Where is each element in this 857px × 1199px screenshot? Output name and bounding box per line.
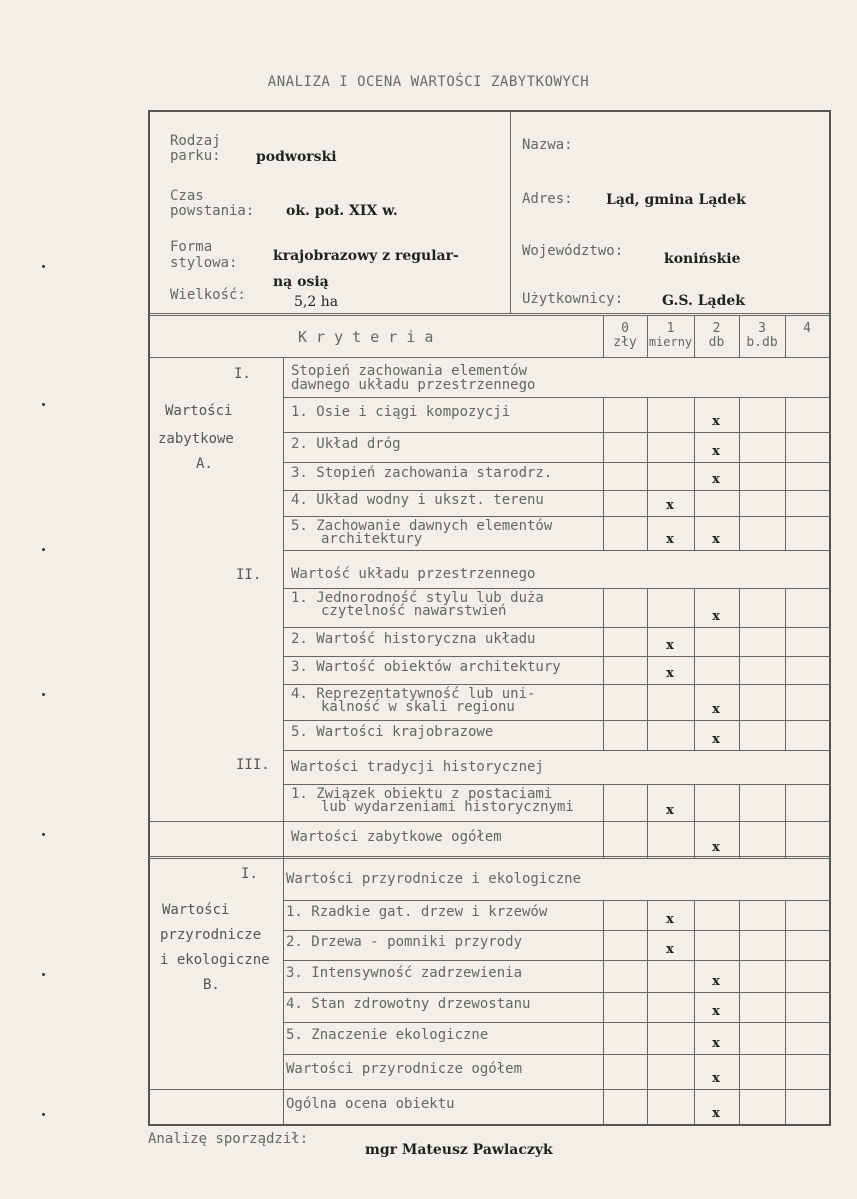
score-mark: x (712, 1106, 720, 1121)
grid-line (148, 1089, 283, 1090)
grid-line (283, 930, 831, 931)
page-title: ANALIZA I OCENA WARTOŚCI ZABYTKOWYCH (267, 74, 590, 90)
grid-line (647, 784, 648, 858)
adres-label: Adres: (522, 191, 573, 207)
score-mark: x (666, 803, 674, 818)
grid-line (283, 720, 831, 721)
czas-value: ok. poł. XIX w. (286, 203, 398, 219)
score-mark: x (712, 1071, 720, 1086)
criterion-text: 1. Jednorodność stylu lub duża (291, 590, 544, 606)
score-mark: x (712, 702, 720, 717)
grid-line (283, 784, 831, 785)
grid-line (647, 315, 648, 357)
criterion-text: Ogólna ocena obiektu (286, 1096, 455, 1112)
grid-line (603, 588, 604, 750)
adres-value: Ląd, gmina Lądek (606, 192, 746, 208)
criterion-text: 5. Wartości krajobrazowe (291, 724, 494, 740)
grid-line (785, 588, 786, 750)
section-b-title: Wartości przyrodnicze i ekologiczne (286, 871, 582, 887)
score-header-2-label: db (708, 335, 725, 350)
czas-label-2: powstania: (170, 203, 255, 219)
section-a-label-1: Wartości (165, 403, 233, 419)
grid-line (148, 858, 831, 859)
grid-line (283, 627, 831, 628)
margin-dot (42, 693, 45, 696)
wielkosc-value: 5,2 ha (294, 294, 339, 310)
grid-line (283, 1089, 831, 1090)
margin-dot (42, 403, 45, 406)
grid-line (739, 900, 740, 1124)
section-b-label-4: B. (203, 977, 220, 993)
criterion-text: 5. Znaczenie ekologiczne (286, 1027, 489, 1043)
grid-line (739, 588, 740, 750)
grid-line (647, 588, 648, 750)
score-header-0-num: 0 (621, 321, 629, 336)
rodzaj-label-2: parku: (170, 148, 221, 164)
forma-value-1: krajobrazowy z regular- (273, 248, 459, 264)
wojewodztwo-value: konińskie (664, 251, 741, 267)
score-mark: x (712, 840, 720, 855)
grid-line (283, 656, 831, 657)
grid-line (283, 432, 831, 433)
criterion-text: 4. Stan zdrowotny drzewostanu (286, 996, 531, 1012)
grid-line (283, 357, 284, 1124)
criterion-text: 3. Wartość obiektów architektury (291, 659, 561, 675)
grid-line (603, 315, 604, 357)
forma-label-1: Forma (170, 239, 213, 255)
section-b-number: I. (241, 866, 258, 882)
criterion-text: 2. Drzewa - pomniki przyrody (286, 934, 523, 950)
criterion-text: Wartości przyrodnicze ogółem (286, 1061, 523, 1077)
section-a-label-2: zabytkowe (158, 431, 234, 447)
criterion-text: 1. Osie i ciągi kompozycji (291, 404, 511, 420)
wojewodztwo-label: Województwo: (522, 243, 624, 259)
grid-line (785, 315, 786, 357)
grid-line (647, 397, 648, 550)
section-a-label-3: A. (196, 456, 213, 472)
grid-line (148, 821, 283, 822)
grid-line (283, 750, 831, 751)
score-header-0-label: zły (613, 335, 637, 350)
margin-dot (42, 833, 45, 836)
group-3-title: Wartości tradycji historycznej (291, 759, 544, 775)
score-mark: x (712, 472, 720, 487)
section-b-label-3: i ekologiczne (160, 952, 270, 968)
grid-line (283, 550, 831, 551)
rodzaj-value: podworski (256, 149, 337, 165)
grid-line (283, 960, 831, 961)
score-mark: x (666, 666, 674, 681)
grid-line (148, 315, 831, 316)
grid-line (694, 588, 695, 750)
grid-line (283, 397, 831, 398)
grid-line (785, 397, 786, 550)
criterion-text: 5. Zachowanie dawnych elementów (291, 518, 553, 534)
section-b-label-2: przyrodnicze (160, 927, 262, 943)
score-header-4-num: 4 (803, 321, 811, 336)
score-mark: x (666, 942, 674, 957)
forma-value-2: ną osią (273, 274, 329, 290)
grid-line (603, 397, 604, 550)
margin-dot (42, 265, 45, 268)
section-b-label-1: Wartości (162, 902, 230, 918)
group-1-number: I. (234, 366, 251, 382)
grid-line (283, 462, 831, 463)
grid-line (148, 313, 831, 314)
grid-line (283, 1054, 831, 1055)
uzytkownicy-label: Użytkownicy: (522, 291, 624, 307)
criteria-header: K r y t e r i a (298, 328, 434, 346)
score-mark: x (712, 1036, 720, 1051)
nazwa-label: Nazwa: (522, 137, 573, 153)
score-mark: x (712, 974, 720, 989)
grid-line (694, 900, 695, 1124)
margin-dot (42, 1113, 45, 1116)
criterion-text: 1. Związek obiektu z postaciami (291, 786, 553, 802)
grid-line (283, 1022, 831, 1023)
criterion-text: 2. Wartość historyczna układu (291, 631, 536, 647)
grid-line (603, 784, 604, 858)
score-mark: x (666, 532, 674, 547)
criterion-text: 1. Rzadkie gat. drzew i krzewów (286, 904, 548, 920)
grid-line (785, 900, 786, 1124)
score-mark: x (666, 498, 674, 513)
score-mark: x (712, 609, 720, 624)
criterion-text: Wartości zabytkowe ogółem (291, 829, 502, 845)
grid-line (283, 490, 831, 491)
grid-line (283, 900, 831, 901)
group-1-title-2: dawnego układu przestrzennego (291, 377, 536, 393)
group-1-title-1: Stopień zachowania elementów (291, 363, 528, 379)
score-mark: x (712, 1004, 720, 1019)
score-mark: x (666, 912, 674, 927)
score-mark: x (712, 414, 720, 429)
criterion-text-line-2: czytelność nawarstwień (321, 603, 507, 619)
criterion-text-line-2: architektury (321, 531, 423, 547)
score-mark: x (666, 638, 674, 653)
criterion-text: 4. Układ wodny i ukszt. terenu (291, 492, 544, 508)
grid-line (283, 588, 831, 589)
grid-line (148, 856, 831, 857)
grid-line (283, 684, 831, 685)
criterion-text: 4. Reprezentatywność lub uni- (291, 686, 536, 702)
grid-line (739, 784, 740, 858)
group-3-number: III. (236, 757, 270, 773)
grid-line (283, 516, 831, 517)
criterion-text-line-2: lub wydarzeniami historycznymi (321, 799, 574, 815)
grid-line (694, 315, 695, 357)
score-header-1-num: 1 (666, 321, 675, 336)
signature-label: Analizę sporządził: (148, 1131, 309, 1147)
criterion-text: 2. Układ dróg (291, 436, 401, 452)
margin-dot (42, 548, 45, 551)
grid-line (739, 397, 740, 550)
margin-dot (42, 973, 45, 976)
grid-line (283, 821, 831, 822)
criterion-text-line-2: kalność w skali regionu (321, 699, 515, 715)
signature-value: mgr Mateusz Pawlaczyk (365, 1142, 553, 1158)
score-mark: x (712, 732, 720, 747)
group-2-title: Wartość układu przestrzennego (291, 566, 536, 582)
criterion-text: 3. Intensywność zadrzewienia (286, 965, 523, 981)
group-2-number: II. (236, 567, 262, 583)
grid-line (785, 784, 786, 858)
score-header-1-label: mierny (648, 335, 693, 349)
score-header-2-num: 2 (712, 321, 721, 336)
score-header-3-label: b.db (746, 335, 778, 350)
grid-line (739, 315, 740, 357)
wielkosc-label: Wielkość: (170, 287, 246, 303)
score-mark: x (712, 532, 720, 547)
grid-line (603, 900, 604, 1124)
uzytkownicy-value: G.S. Lądek (662, 293, 746, 309)
grid-line (694, 397, 695, 550)
rodzaj-label-1: Rodzaj (170, 133, 221, 149)
score-mark: x (712, 444, 720, 459)
score-header-3-num: 3 (758, 321, 766, 336)
grid-line (283, 992, 831, 993)
forma-label-2: stylowa: (170, 255, 238, 271)
criterion-text: 3. Stopień zachowania starodrz. (291, 465, 553, 481)
grid-line (647, 900, 648, 1124)
grid-line (148, 357, 831, 358)
grid-line (694, 784, 695, 858)
czas-label-1: Czas (170, 188, 204, 204)
grid-line (510, 110, 511, 314)
